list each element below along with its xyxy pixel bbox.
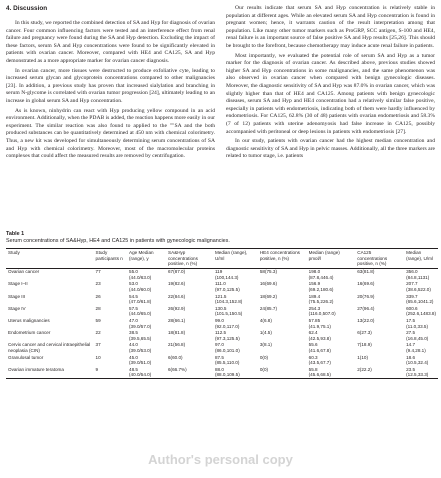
table-cell: 156.9 (69.2,180.6) (308, 281, 334, 293)
table-row (6, 354, 438, 366)
table-cell: 54.5 (47.0/61.8) (129, 293, 152, 305)
paragraph: In this study, we reported the combined detection of SA and Hyp for diagnosis of ovarian cancer. Four common influencing factors were tested and an interference effect from renal failure and pregnancy were found during the SA and Hyp detection. Excluding the impact of these factors, serum SA and Hyp concentrations were found to be significantly elevated in patients with ovarian cancer. Moreover, compared with HE4 and CA125, SA and Hyp demonstrated as a more appropriate marker for ovarian cancer diagnosis. (6, 20, 215, 64)
table-cell: 77 (95, 269, 101, 275)
table-cell: 17.5 (11.0,33.5) (406, 318, 428, 329)
table-cell: 1(10) (357, 354, 368, 360)
table-cell: 6(66.7%) (168, 366, 187, 372)
table-cell: 27.5 (16.8,45.0) (406, 330, 429, 341)
table-cell: 53.0 (44.0/60.0) (129, 281, 152, 293)
table-cell: 3(8.1) (259, 342, 272, 348)
table-cell: 121.5 (104.3,152.8) (214, 293, 243, 305)
table-cell: 356.0 (84.8,1131) (406, 269, 430, 280)
table-cell: 37 (95, 342, 101, 348)
table-cell: 57.85 (41.9,75.1) (308, 318, 331, 329)
table-cell: 26(92.9) (168, 305, 186, 311)
table-cell: 63(81.8) (357, 269, 375, 275)
table-cell: Uterus malignancies (8, 318, 50, 324)
left-column (6, 20, 215, 163)
table-cell: 47.0 (39.0/57.0) (129, 318, 152, 329)
right-column (226, 5, 435, 163)
table-cell: 67(87.0) (168, 269, 186, 275)
results-table (6, 248, 438, 379)
table-cell: 4(6.8) (259, 318, 272, 324)
table-cell: 9 (95, 366, 99, 372)
table-cell: 6(27.3) (357, 330, 372, 336)
table-cell: Endometrium cancer (8, 330, 51, 336)
table-cell: 38.5 (39.5,65.5) (129, 330, 152, 341)
table-cell: 18.6 (10.5,32.4) (406, 354, 429, 366)
table-row (6, 293, 438, 305)
paragraph: Our results indicate that serum SA and Hyp concentration is relatively stable in population at different ages. While an elevated serum SA and Hyp concentration is found in pregnant women; hence, it warrants caution of the result interpretation among that population. Like many other tumor markers such as ProGRP, SCC antigen, S-100 and HE4, renal failure is an important source of false positive SA and Hyp results [25,26]. This should be brought to the forefront, because chemotherapy may induce acute renal failure in patients. (226, 5, 435, 49)
table-cell: 28 (95, 305, 101, 311)
table-cell: 18(69.2) (259, 293, 277, 299)
table-cell: 14.7 (9.4,28.1) (406, 342, 426, 353)
table-cell: 44.0 (39.0/53.0) (129, 342, 152, 353)
table-cell: 55.0 (44.0/63.0) (129, 269, 152, 280)
table-cell: 119 (100,144.3) (214, 269, 239, 280)
table-cell: 1(4.5) (259, 330, 272, 336)
paragraph: In ovarian cancer, more tissues were destructed to produce exfoliative cyte, leading to increased serum glycan and glycoprotein concentrations compared to other malignancies [23]. In addition, a previous study has proven that increased sialylation and branching in serum N-glycome is correlated with ovarian tumor progression [24], ultimately leading to an increase in global serum SA and Hyp concentration. (6, 67, 215, 104)
watermark: Author's personal copy (148, 452, 293, 467)
table-cell: Stage I–II (8, 281, 28, 287)
column-header: Age Median (range), y (129, 250, 154, 261)
table-cell: 19(82.6) (168, 281, 186, 287)
table-cell: 55.8 (45.6,68.5) (308, 366, 331, 378)
table-cell: 10 (95, 354, 101, 360)
table-cell: 55.6 (41.6,67.8) (308, 342, 331, 353)
table-cell: 22 (95, 330, 101, 336)
table-cell: 13(22.0) (357, 318, 375, 324)
table-cell: 2(22.2) (357, 366, 372, 372)
table-cell: 207.7 (38.6,522.0) (406, 281, 431, 293)
table-cell: 18(81.8) (168, 330, 186, 336)
table-cell: 57.5 (44.0/65.0) (129, 305, 152, 317)
column-header: SA&Hyp concentrations positive, n (%) (168, 250, 198, 267)
table-row (6, 268, 438, 281)
table-cell: 254.3 (116.0,507.0) (308, 305, 336, 317)
table-cell: 16(69.6) (259, 281, 277, 287)
table-row (6, 281, 438, 293)
column-header: Study participants n (95, 250, 123, 261)
table-cell: 87.5 (85.5,110.0) (214, 354, 240, 366)
table-cell: 88.0 (88.0,109.5) (214, 366, 240, 378)
table-cell: 45.0 (39.0/51.0) (129, 354, 152, 366)
table-cell: 48.5 (40.0/54.0) (129, 366, 152, 378)
table-cell: 22(84.6) (168, 293, 186, 299)
table-cell: 339.7 (65.6,1041.2) (406, 293, 434, 305)
table-cell: 0(0) (259, 354, 269, 360)
table-row (6, 330, 438, 342)
table-cell: 111.0 (97.0,125.5) (214, 281, 240, 293)
column-header: Median (range), U/ml (214, 250, 248, 261)
column-header: HE4 concentrations positive, n (%) (259, 250, 300, 261)
table-caption: Serum concentrations of SA&Hyp, HE4 and CA125 in patients with gynecologic malignancies. (6, 238, 230, 244)
table-cell: 20(76.9) (357, 293, 375, 299)
table-cell: 23.5 (12.5,33.3) (406, 366, 429, 378)
table-label: Table 1 (6, 231, 25, 237)
table-cell: 62.4 (42.5,93.8) (308, 330, 331, 341)
table-cell: 59 (95, 318, 101, 324)
column-header: Median (range) pmol/l (308, 250, 340, 261)
table-cell: Stage III (8, 293, 26, 299)
column-header: CA125 concentrations positive, n (%) (357, 250, 388, 267)
table-cell: 189.4 (75.5,226.2) (308, 293, 334, 305)
section-heading: 4. Discussion (6, 5, 48, 12)
table-cell: 600.6 (252.6,1483.8) (406, 305, 436, 317)
table-cell: Ovarian cancer (8, 269, 40, 275)
table-header-row (6, 249, 438, 269)
table-cell: 130.5 (101.5,150.5) (214, 305, 243, 317)
table-cell: 0(0) (259, 366, 269, 372)
table-cell: Granulosal tumor (8, 354, 44, 360)
table-row (6, 305, 438, 317)
table-row (6, 342, 438, 354)
paragraph: Most importantly, we evaluated the potential role of serum SA and Hyp as a tumor marker for the diagnosis of ovarian cancer. As described above, previous studies showed higher SA and Hyp concentrations in some malignancies, and the same phenomenon was also observed in ovarian cancer when compared with benign gynecologic diseases. Moreover, the diagnostic sensitivity of SA and Hyp was 87.0% in ovarian cancer, which was slightly higher than that of HE4 and CA125. Among patients with benign gynecologic diseases, serum SA and Hyp and HE4 concentration had a relatively similar false positive, especially in patients with endometriosis, indicating both of them were hardly influenced by endometriosis. For CA125, 62.8% (30 of 48) patients with ovarian endometriosis and 58.3% (7 of 12) patients with uterine adenomyosis had false increase in CA125, possibly accompanied with peritoneal or deep lesions in patients with endometriosis [27]. (226, 52, 435, 135)
table-cell: 23 (95, 281, 101, 287)
table-cell: 60.3 (43.5,67.7) (308, 354, 331, 366)
table-cell: 198.0 (87.8,446.4) (308, 269, 334, 280)
table-cell: 58(75.3) (259, 269, 277, 275)
table-cell: 6(60.0) (168, 354, 183, 360)
table-cell: 26 (95, 293, 101, 299)
column-header: Median (range), U/ml (406, 250, 433, 261)
table-cell: 112.5 (97.3,125.5) (214, 330, 240, 341)
table-cell: 97.0 (86.0,101.0) (214, 342, 240, 353)
table-title (6, 231, 230, 245)
table-cell: 24(85.7) (259, 305, 277, 311)
table-cell: Ovarian immature teratoma (8, 366, 64, 372)
table-row (6, 318, 438, 330)
table-cell: 99.0 (92.0,117.0) (214, 318, 240, 329)
table-cell: 21(56.8) (168, 342, 186, 348)
table-cell: 27(96.4) (357, 305, 375, 311)
table-cell: 16(69.6) (357, 281, 375, 287)
table-row (6, 366, 438, 379)
table-cell: 7(18.9) (357, 342, 372, 348)
paragraph: As is known, ninhydrin can react with Hyp producing yellow compound in an acid environment. Additionally, when the PDAB is added, the reaction happens more easily in our experiment. The similar reaction was also found to applied to the ""SA and the both produced substances can be quantitatively determined at 450 nm with chemical colorimetry. Thus, a new kit was developed for simultaneously determining serum concentrations of SA and Hyp with chemical colorimetry. Moreover, most of the macromolecular proteins complexes that could affect the measured results are removed by centrifugation. (6, 107, 215, 160)
table-cell: Cervix cancer and cervical intraepithelial neoplasia (CIN) (8, 342, 91, 353)
paragraph: In our study, patients with ovarian cancer had the highest median concentration and diagnostic sensitivity of SA and Hyp in pelvic masses. Additionally, all the three markers are related to tumor stage, i.e. patients (226, 138, 435, 160)
table-cell: Stage IV (8, 305, 26, 311)
table-cell: 28(66.1) (168, 318, 186, 324)
column-header: Study (8, 250, 20, 255)
